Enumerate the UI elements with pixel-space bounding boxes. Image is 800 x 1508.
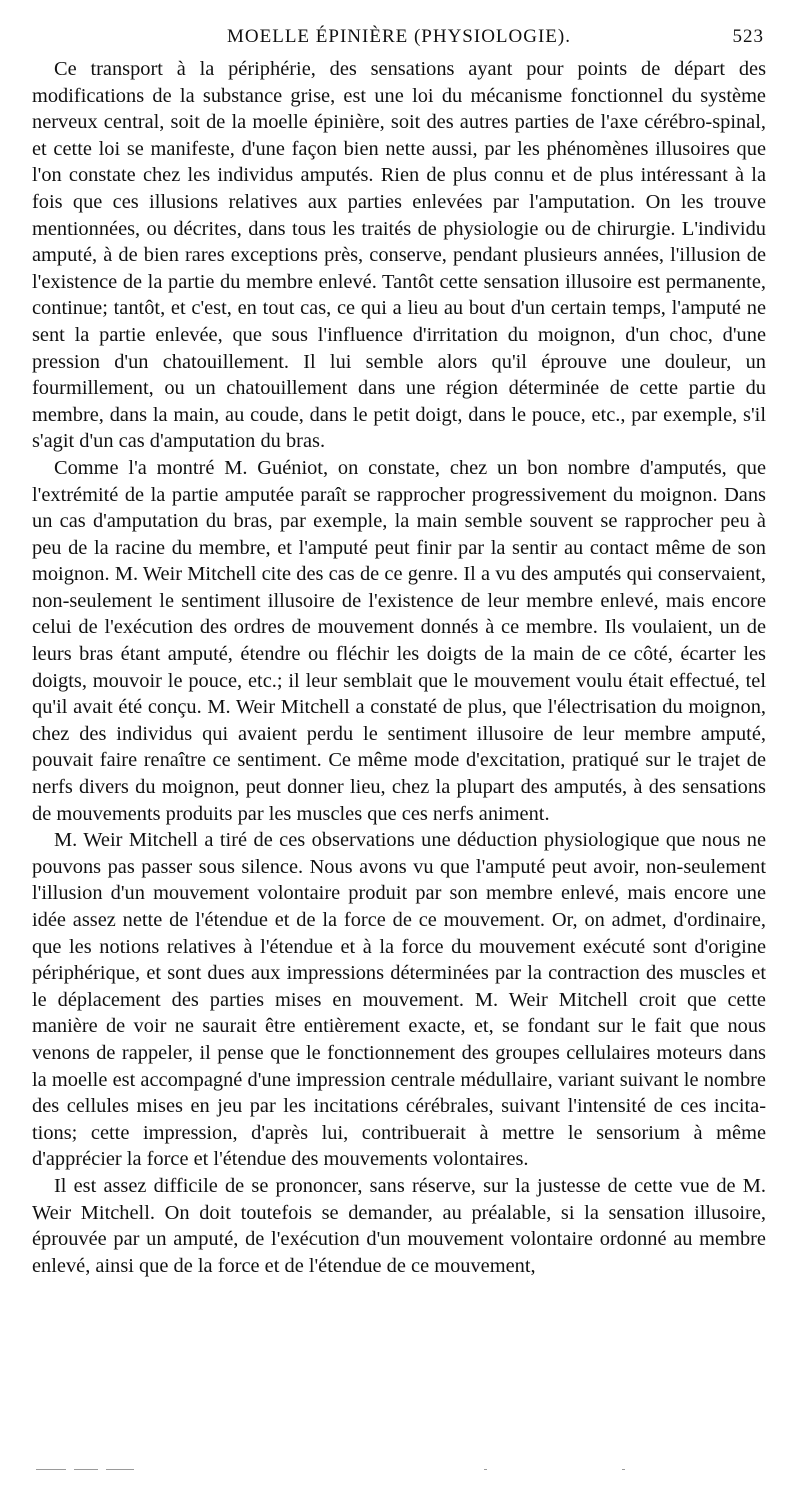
scan-mark	[106, 1469, 134, 1470]
paragraph-3: M. Weir Mitchell a tiré de ces observations une déduction physiologique que nous ne pouvons pas passer sous silence. Nous avons vu que l'amputé peut avoir, non-seulement l'illusion d'un mouvement volontaire produit par son membre enlevé, mais encore une idée assez nette de l'étendue et de la force de ce mouvement. Or, on admet, d'ordinaire, que les notions relatives à l'étendue et à la force du mouvement exécuté sont d'origine périphérique, et sont dues aux impressions déterminées par la contraction des muscles et le déplacement des parties mises en mouvement. M. Weir Mitchell croit que cette manière de voir ne saurait être entièrement exacte, et, se fondant sur le fait que nous venons de rappeler, il pense que le fonctionnement des groupes cellulaires moteurs dans la moelle est accompagné d'une impression centrale médullaire, variant suivant le nombre des cellules mises en jeu par les incitations cérébrales, suivant l'intensité de ces incitations; cette impression, d'après lui, contribuerait à mettre le sensorium à même d'apprécier la force et l'étendue des mouvements volontaires.	[32, 829, 766, 1171]
paragraph-4: Il est assez difficile de se prononcer, sans réserve, sur la justesse de cette vue de M. Weir Mitchell. On doit toutefois se demander, au préalable, si la sensation illusoire, éprouvée par un amputé, de l'exécution d'un mouvement volontaire ordonné au membre enlevé, ainsi que de la force et de l'étendue de ce mouvement,	[32, 1174, 766, 1277]
book-page	[32, 26, 766, 1279]
page-header	[32, 26, 766, 56]
footer-scan-marks	[32, 1466, 766, 1472]
scan-mark	[36, 1469, 66, 1470]
scan-mark	[74, 1469, 98, 1470]
paragraph-1: Ce transport à la périphérie, des sensations ayant pour points de départ des modifications de la substance grise, est une loi du mécanisme fonctionnel du système nerveux central, soit de la moelle épinière, soit des autres parties de l'axe cérébro-spinal, et cette loi se manifeste, d'une façon bien nette aussi, par les phénomènes illusoires que l'on constate chez les individus amputés. Rien de plus connu et de plus intéressant à la fois que ces illusions relatives aux parties enlevées par l'amputation. On les trouve mentionnées, ou décrites, dans tous les traités de physiologie ou de chirurgie. L'individu amputé, à de bien rares exceptions près, conserve, pendant plusieurs années, l'illusion de l'existence de la partie du membre enlevé. Tantôt cette sensation illusoire est permanente, continue; tantôt, et c'est, en tout cas, ce qui a lieu au bout d'un certain temps, l'amputé ne sent la partie enlevée, que sous l'influence d'irritation du moignon, d'un choc, d'une pression d'un chatouillement. Il lui semble alors qu'il éprouve une douleur, un fourmillement, ou un chatouillement dans une région déterminée de cette partie du membre, dans la main, au coude, dans le petit doigt, dans le pouce, etc., par exemple, s'il s'agit d'un cas d'amputation du bras.	[32, 58, 766, 453]
running-title: MOELLE ÉPINIÈRE (PHYSIOLOGIE).	[227, 26, 571, 47]
body-text	[32, 56, 766, 1279]
paragraph-2: Comme l'a montré M. Guéniot, on constate, chez un bon nombre d'amputés, que l'extrémité de la partie amputée paraît se rapprocher progressivement du moignon. Dans un cas d'amputation du bras, par exemple, la main semble souvent se rapprocher peu à peu de la racine du membre, et l'amputé peut finir par la sentir au contact même de son moignon. M. Weir Mitchell cite des cas de ce genre. Il a vu des amputés qui conservaient, non-seulement le sentiment illusoire de l'existence de leur membre enlevé, mais encore celui de l'exécution des ordres de mouvement donnés à ce membre. Ils voulaient, un de leurs bras étant amputé, étendre ou fléchir les doigts de la main de ce côté, écarter les doigts, mouvoir le pouce, etc.; il leur semblait que le mouvement voulu était effectué, tel qu'il avait été conçu. M. Weir Mitchell a constaté de plus, que l'électrisation du moignon, chez des individus qui avaient perdu le sentiment illusoire de leur membre amputé, pouvait faire renaître ce sentiment. Ce même mode d'excitation, pratiqué sur le trajet de nerfs divers du moignon, peut donner lieu, chez la plupart des amputés, à des sensations de mouvements produits par les muscles que ces nerfs animent.	[32, 456, 766, 825]
scan-mark	[622, 1469, 625, 1470]
page-number: 523	[732, 26, 764, 47]
scan-mark	[484, 1469, 487, 1470]
